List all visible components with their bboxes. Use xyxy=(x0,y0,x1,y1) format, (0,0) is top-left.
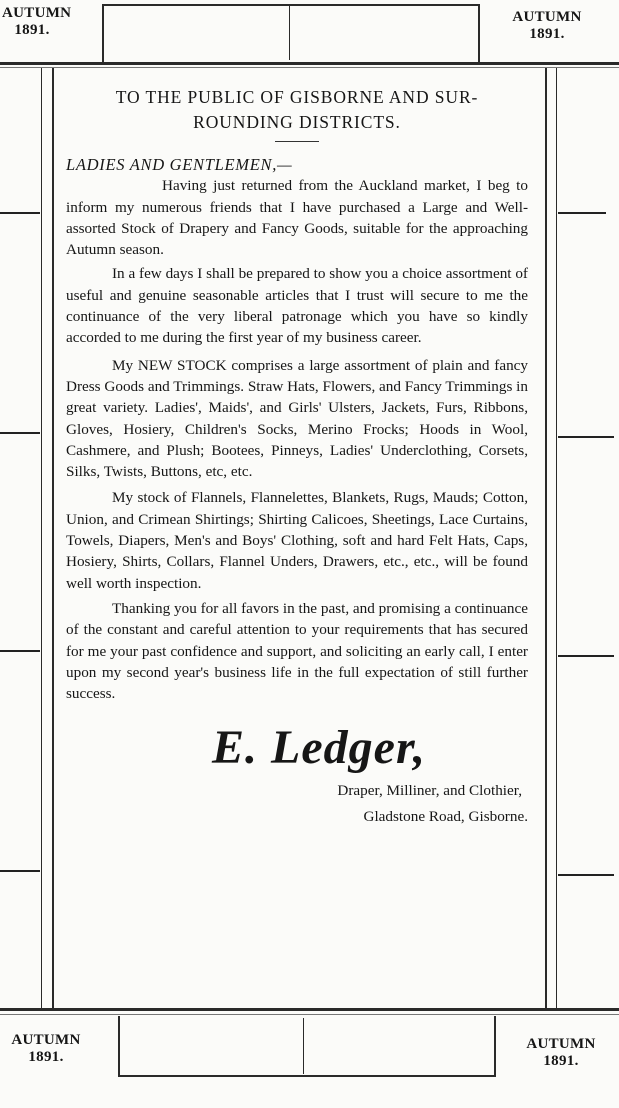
heading-line-2: ROUNDING DISTRICTS. xyxy=(193,112,401,132)
paragraph-2: In a few days I shall be prepared to show you a choice assortment of useful and genuine seasonable articles that I trust will secure to me the continuance of the very liberal patronage which you have so kindly accorded to me during the first year of my business career. xyxy=(66,265,528,347)
heading-line-1: TO THE PUBLIC OF GISBORNE AND SUR- xyxy=(115,87,479,107)
heading-divider xyxy=(275,141,319,142)
trade-line: Draper, Milliner, and Clothier, xyxy=(337,782,522,800)
paragraph-4: My stock of Flannels, Flannelettes, Blankets, Rugs, Mauds; Cotton, Union, and Crimean Shirtings; Shirting Calicoes, Sheetings, Lace Curtains, Towels, Diapers, Men's and Boys' Clothing, soft and hard Felt Hats, Caps, Hosiery, Shirts, Collars, Flannel Unders, Drawers, etc., etc., will be found well worth inspection. xyxy=(66,489,528,592)
year: 1891. xyxy=(543,1053,579,1069)
signature: E. Ledger, xyxy=(212,721,426,775)
top-left-corner-label xyxy=(2,5,72,39)
year: 1891. xyxy=(14,22,50,38)
autumn-word: AUTUMN xyxy=(2,5,72,21)
paragraph-1: Having just returned from the Auckland market, I beg to inform my numerous friends that I have purchased a Large and Well-assorted Stock of Drapery and Fancy Goods, suitable for the approaching Autumn season. xyxy=(66,177,528,259)
bottom-right-corner-label xyxy=(518,1036,604,1070)
year: 1891. xyxy=(529,26,565,42)
autumn-word: AUTUMN xyxy=(512,9,582,25)
top-right-corner-label xyxy=(504,9,590,43)
address-line: Gladstone Road, Gisborne. xyxy=(363,807,528,825)
autumn-word: AUTUMN xyxy=(526,1036,596,1052)
advertisement xyxy=(66,84,528,827)
paragraph-3: My NEW STOCK comprises a large assortment of plain and fancy Dress Goods and Trimmings. Straw Hats, Flowers, and Fancy Trimmings in great variety. Ladies', Maids', and Girls' Ulsters, Jackets, Furs, Ribbons, Gloves, Hosiery, Children's Socks, Merino Frocks; Hoods in Wool, Cashmere, and Plush; Bootees, Pinneys, Ladies' Underclothing, Corsets, Silks, Twists, Buttons, etc, etc. xyxy=(66,356,528,481)
paragraph-5: Thanking you for all favors in the past, and promising a continuance of the constant and careful attention to your requirements that has secured for me your past confidence and support, and soliciting an early call, I enter upon my second year's business life in the full expectation of still further success. xyxy=(66,599,528,703)
bottom-left-corner-label xyxy=(8,1032,84,1066)
autumn-word: AUTUMN xyxy=(11,1032,81,1048)
salutation: LADIES AND GENTLEMEN,— xyxy=(66,155,293,174)
year: 1891. xyxy=(28,1049,64,1065)
